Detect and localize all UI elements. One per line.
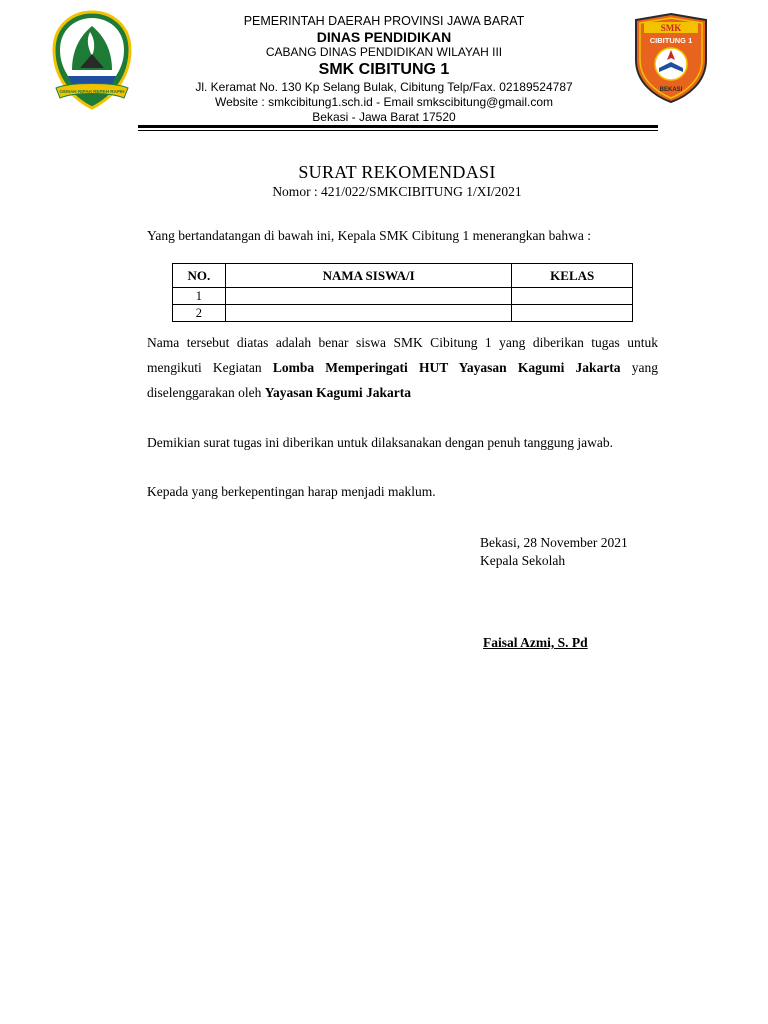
cell-class <box>512 288 633 305</box>
organizer-name: Yayasan Kagumi Jakarta <box>264 385 411 400</box>
signature-block <box>480 534 628 570</box>
signer-position: Kepala Sekolah <box>480 553 566 568</box>
cell-class <box>512 305 633 322</box>
city-line: Bekasi - Jawa Barat 17520 <box>312 110 456 124</box>
table-header-row <box>173 264 633 288</box>
shield-bottom-text: BEKASI <box>659 87 683 93</box>
government-line: PEMERINTAH DAERAH PROVINSI JAWA BARAT <box>243 14 525 28</box>
intro-paragraph: Yang bertandatangan di bawah ini, Kepala SMK Cibitung 1 menerangkan bahwa : <box>147 228 592 243</box>
branch-line: CABANG DINAS PENDIDIKAN WILAYAH III <box>265 45 503 59</box>
cell-name <box>225 305 512 322</box>
jawa-barat-crest-icon <box>50 10 134 110</box>
para1-text-c: yang diselenggarakan oleh <box>147 360 658 400</box>
table-row <box>173 288 633 305</box>
document-title: SURAT REKOMENDASI <box>298 162 496 182</box>
letterhead-rule-thin <box>138 130 658 131</box>
cell-name <box>225 288 512 305</box>
shield-top-text: SMK <box>660 23 682 33</box>
body-paragraph-1 <box>147 330 658 405</box>
event-name: Lomba Memperingati HUT Yayasan Kagumi Jakarta <box>272 360 621 375</box>
signer-name: Faisal Azmi, S. Pd <box>483 635 588 650</box>
address-line: Jl. Keramat No. 130 Kp Selang Bulak, Cibitung Telp/Fax. 02189524787 <box>195 80 573 94</box>
body-paragraph-3: Kepada yang berkepentingan harap menjadi maklum. <box>147 484 436 499</box>
shield-name-text: CIBITUNG 1 <box>649 36 693 45</box>
document-number: Nomor : 421/022/SMKCIBITUNG 1/XI/2021 <box>272 184 522 199</box>
cell-no: 1 <box>173 288 226 305</box>
para1-text-a: Nama tersebut diatas adalah benar siswa SMK Cibitung 1 yang diberikan tugas untuk mengikuti Kegiatan <box>147 335 658 375</box>
letterhead-rule-thick <box>138 125 658 128</box>
body-paragraph-2: Demikian surat tugas ini diberikan untuk dilaksanakan dengan penuh tanggung jawab. <box>147 435 614 450</box>
smk-cibitung-shield-icon <box>632 12 710 104</box>
table-row <box>173 305 633 322</box>
header-class: KELAS <box>512 264 633 288</box>
place-date: Bekasi, 28 November 2021 <box>480 535 628 550</box>
school-name: SMK CIBITUNG 1 <box>318 61 450 78</box>
ribbon-text: GEMAH RIPAH REPEH RAPIH <box>59 89 125 94</box>
header-no: NO. <box>173 264 226 288</box>
department-line: DINAS PENDIDIKAN <box>316 29 452 45</box>
student-table <box>172 263 633 322</box>
header-name: NAMA SISWA/I <box>225 264 512 288</box>
cell-no: 2 <box>173 305 226 322</box>
letterhead <box>150 14 618 125</box>
contact-line: Website : smkcibitung1.sch.id - Email smkscibitung@gmail.com <box>214 95 554 109</box>
